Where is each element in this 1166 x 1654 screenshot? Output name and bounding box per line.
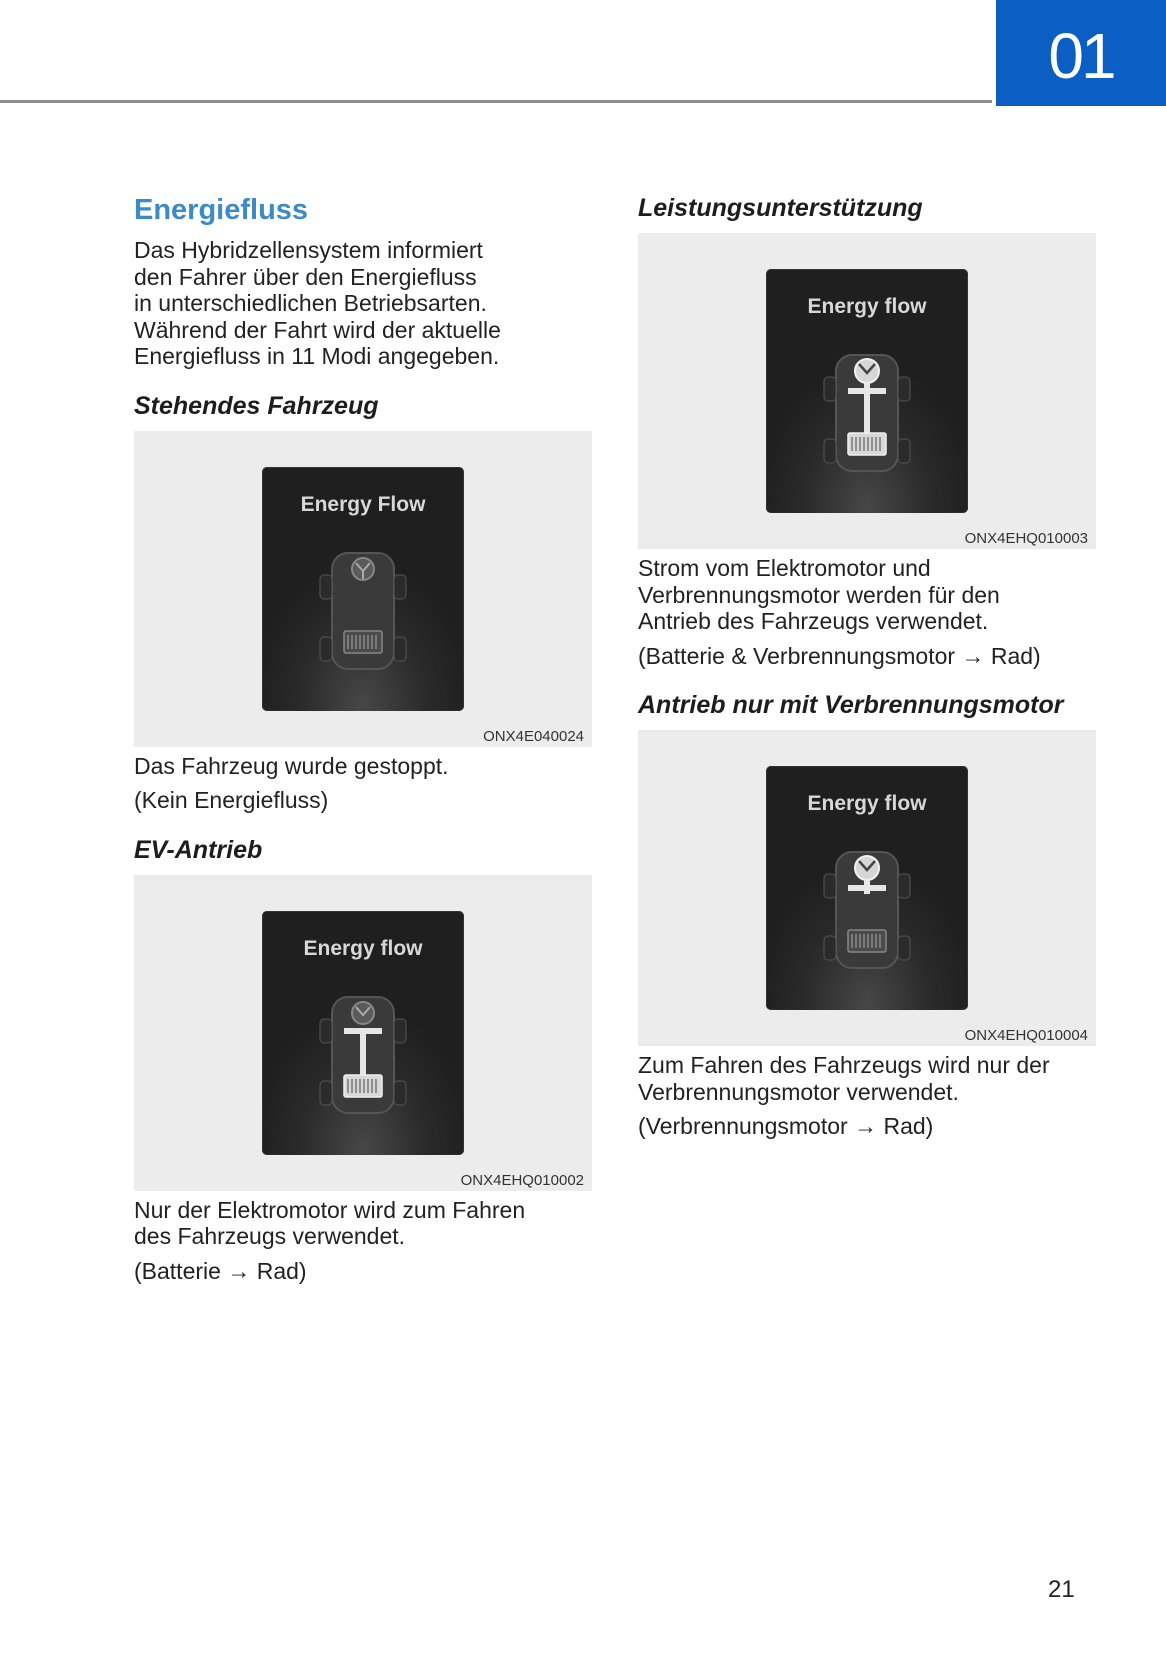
heading-engine: Antrieb nur mit Verbrennungsmotor bbox=[638, 691, 1064, 719]
energy-flow-screen bbox=[262, 911, 464, 1155]
assist-description bbox=[638, 555, 1096, 635]
stationary-flow: (Kein Energiefluss) bbox=[134, 787, 329, 813]
desc-line: Zum Fahren des Fahrzeugs wird nur der bbox=[638, 1052, 1050, 1078]
screen-label: Energy Flow bbox=[300, 492, 426, 516]
desc-line: Antrieb des Fahrzeugs verwendet. bbox=[638, 608, 989, 634]
intro-line: Das Hybridzellensystem informiert bbox=[134, 237, 483, 263]
intro-paragraph bbox=[134, 237, 592, 370]
intro-line: Während der Fahrt wird der aktuelle bbox=[134, 316, 501, 343]
energy-flow-screen bbox=[262, 467, 464, 711]
ev-flow: (Batterie → Rad) bbox=[134, 1257, 307, 1284]
right-column bbox=[638, 194, 1096, 1140]
car-top-view-icon bbox=[822, 844, 912, 974]
car-top-view-icon bbox=[318, 989, 408, 1119]
section-title: Energiefluss bbox=[134, 194, 309, 226]
energy-flow-screen bbox=[766, 766, 968, 1010]
desc-line: Verbrennungsmotor verwendet. bbox=[638, 1078, 959, 1105]
desc-line: des Fahrzeugs verwendet. bbox=[134, 1223, 406, 1249]
engine-flow: (Verbrennungsmotor → Rad) bbox=[638, 1113, 934, 1139]
energy-flow-screen bbox=[766, 269, 968, 513]
figure-code: ONX4E040024 bbox=[483, 727, 584, 745]
chapter-tab: 01 bbox=[996, 0, 1166, 106]
ev-description bbox=[134, 1197, 592, 1250]
screen-label: Energy flow bbox=[303, 936, 423, 960]
intro-line: den Fahrer über den Energiefluss bbox=[134, 263, 477, 290]
intro-line: in unterschiedlichen Betriebsarten. bbox=[134, 290, 487, 316]
screen-label: Energy flow bbox=[807, 792, 927, 815]
figure-ev bbox=[134, 875, 592, 1191]
stationary-description: Das Fahrzeug wurde gestoppt. bbox=[134, 752, 449, 779]
page-number: 21 bbox=[1048, 1576, 1075, 1603]
figure-stationary bbox=[134, 431, 592, 747]
left-column bbox=[134, 194, 592, 1284]
header-rule bbox=[0, 100, 992, 103]
figure-assist bbox=[638, 233, 1096, 549]
desc-line: Strom vom Elektromotor und bbox=[638, 555, 931, 581]
figure-code: ONX4EHQ010004 bbox=[964, 1027, 1088, 1044]
car-top-view-icon bbox=[822, 347, 912, 477]
desc-line: Verbrennungsmotor werden für den bbox=[638, 581, 1000, 608]
assist-flow: (Batterie & Verbrennungsmotor → Rad) bbox=[638, 642, 1041, 669]
engine-description bbox=[638, 1052, 1096, 1105]
figure-code: ONX4EHQ010002 bbox=[460, 1171, 584, 1189]
figure-engine bbox=[638, 730, 1096, 1046]
desc-line: Nur der Elektromotor wird zum Fahren bbox=[134, 1196, 526, 1223]
intro-line: Energiefluss in 11 Modi angegeben. bbox=[134, 343, 500, 369]
heading-ev: EV-Antrieb bbox=[134, 835, 263, 864]
screen-label: Energy flow bbox=[807, 295, 927, 318]
car-top-view-icon bbox=[318, 545, 408, 675]
figure-code: ONX4EHQ010003 bbox=[964, 530, 1088, 547]
heading-stationary: Stehendes Fahrzeug bbox=[134, 391, 379, 420]
heading-assist: Leistungsunterstützung bbox=[638, 194, 923, 222]
